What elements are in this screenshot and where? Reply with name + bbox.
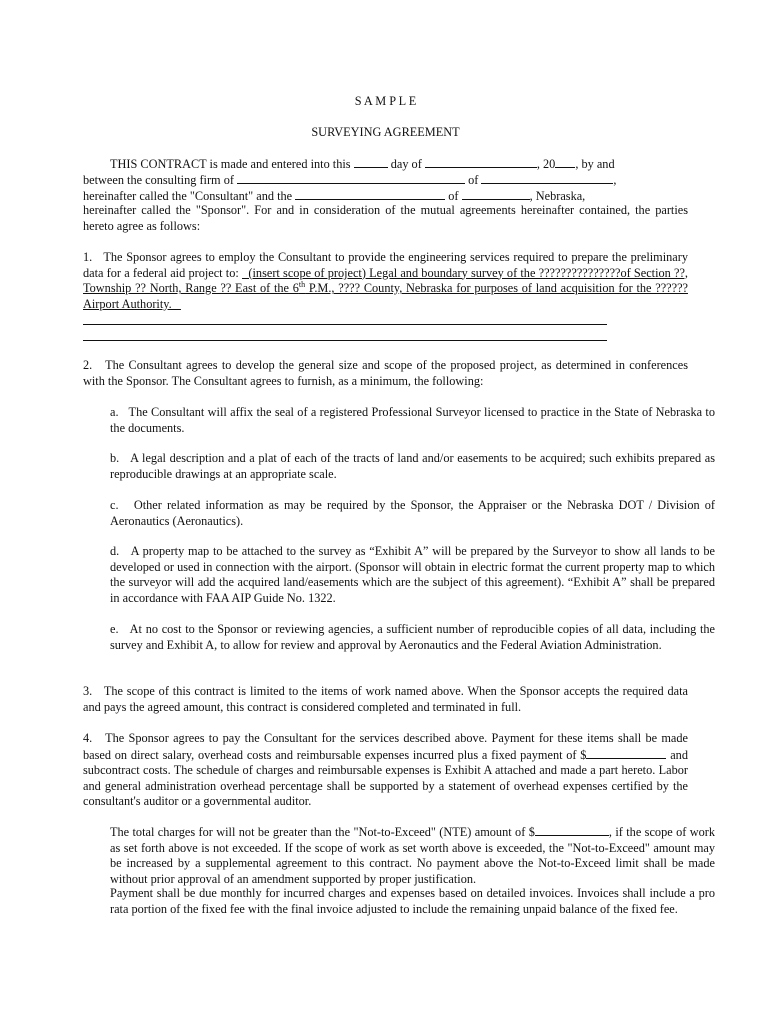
intro-line-4: hereinafter called the "Sponsor". For and in consideration of the mutual agreements hereinafter contained, the parties hereto agree as follows: [83, 203, 688, 233]
intro-l3a: hereinafter called the "Consultant" and the [83, 189, 293, 203]
total-charges-paragraph [83, 824, 715, 887]
month-blank [425, 156, 537, 168]
intro-l3c: , Nebraska, [529, 189, 586, 203]
sponsor-blank [295, 188, 445, 200]
consultant-location-blank [481, 172, 613, 184]
document-title: SURVEYING AGREEMENT [311, 125, 460, 139]
intro-l2b: of [468, 173, 479, 187]
sample-heading: S A M P L E [354, 94, 417, 108]
section-4-b: and subcontract costs. The schedule of charges and reimbursable expenses is Exhibit A attached and made a part hereto. Labor and general administration overhead percentage shall be supported by a statement of overhead expenses certified by the consultant's auditor or a governmental auditor. [83, 747, 688, 809]
year-blank [555, 156, 575, 168]
section-2d: d. A property map to be attached to the survey as “Exhibit A” will be prepared by the Surveyor to show all lands to be developed or used in connection with the airport. (Sponsor will obtain in electric format the current property map to which the surveyor will add the acquired land/easements which are the subject of this agreement). “Exhibit A” shall be prepared in accordance with FAA AIP Guide No. 1322. [110, 544, 715, 605]
scope-sup: th [298, 280, 306, 290]
total-charges-b: , if the scope of work as set forth above is not exceeded. If the scope of work as set worth above is exceeded, the "Not-to-Exceed" amount may be increased by a supplemental agreement to this contract. No payment above the Not-to-Exceed limit shall be made without prior approval of an amendment supported by proper justification. [110, 825, 715, 886]
intro-l3b: of [448, 189, 459, 203]
sponsor-location-blank [462, 188, 530, 200]
total-charges-a: The total charges for will not be greater than the "Not-to-Exceed" (NTE) amount of $ [110, 825, 535, 839]
section-2c: c. Other related information as may be required by the Sponsor, the Appraiser or the Nebraska DOT / Division of Aeronautics (Aeronautics). [110, 498, 715, 528]
scope-a: (insert scope of project) Legal and boundary survey of the ???????????????of Section ??, Township ?? North, Range ?? East of the 6 [83, 265, 689, 296]
intro-l1d: , by and [575, 157, 615, 171]
nte-amount-blank [535, 824, 609, 836]
scope-b: P.M., ???? County, Nebraska for purposes of land acquisition for the ?????? Airport Authority. [83, 281, 688, 311]
day-blank [354, 156, 388, 168]
scope-rule-2 [83, 340, 607, 341]
section-2a: a. The Consultant will affix the seal of a registered Professional Surveyor licensed to practice in the State of Nebraska to the documents. [110, 405, 715, 435]
fixed-payment-blank [586, 747, 666, 759]
scope-rule-1 [83, 324, 607, 325]
intro-l1a: THIS CONTRACT is made and entered into this [110, 157, 351, 171]
intro-l2a: between the consulting firm of [83, 173, 234, 187]
intro-line-2: between the consulting firm of of , [83, 173, 617, 187]
intro-paragraph [83, 156, 715, 173]
section-2e: e. At no cost to the Sponsor or reviewing agencies, a sufficient number of reproducible copies of all data, including the survey and Exhibit A, to allow for review and approval by Aeronautics and the Federal Aviation Administration. [110, 622, 715, 652]
consultant-firm-blank [237, 172, 465, 184]
intro-l1b: day of [390, 157, 422, 171]
section-1-text: 1. The Sponsor agrees to employ the Consultant to provide the engineering services required to prepare the preliminary data for a federal aid project to: [83, 250, 688, 280]
section-4 [83, 731, 688, 810]
section-2b: b. A legal description and a plat of each of the tracts of land and/or easements to be acquired; such exhibits prepared as reproducible drawings at an appropriate scale. [110, 451, 715, 481]
section-4-a: 4. The Sponsor agrees to pay the Consultant for the services described above. Payment for these items shall be made based on direct salary, overhead costs and reimbursable expenses incurred plus a fixed payment of $ [83, 731, 688, 762]
section-3: 3. The scope of this contract is limited to the items of work named above. When the Sponsor accepts the required data and pays the agreed amount, this contract is considered completed and terminated in full. [83, 684, 688, 714]
intro-l1c: , 20 [536, 157, 556, 171]
section-2: 2. The Consultant agrees to develop the general size and scope of the proposed project, as determined in conferences with the Sponsor. The Consultant agrees to furnish, as a minimum, the following: [83, 358, 688, 388]
section-1 [83, 250, 688, 312]
payment-paragraph: Payment shall be due monthly for incurred charges and expenses based on detailed invoices. Invoices shall include a pro rata portion of the fixed fee with the final invoice adjusted to include the remaining unpaid balance of the fixed fee. [110, 886, 715, 916]
